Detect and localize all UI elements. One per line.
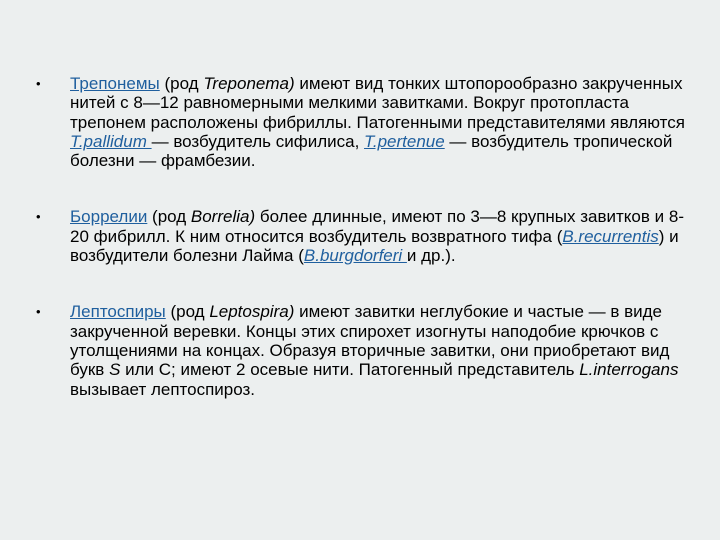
text-span: вызывает лептоспироз. <box>70 379 256 399</box>
bullet-item-borrelia <box>36 207 686 265</box>
genus-name: Treponema) <box>203 74 295 93</box>
link-treponema[interactable]: Трепонемы <box>70 74 160 93</box>
text-span: имеют завитки неглубокие и частые — в виде закрученной веревки. Концы этих спирохет изогнуты наподобие крючков с утолщениями на концах. Образуя вторичные завитки, они приобретают вид букв <box>70 302 670 380</box>
link-t-pallidum[interactable]: T.pallidum <box>70 131 152 151</box>
text-span: более длинные, имеют по 3—8 крупных завитков и 8-20 фибрилл. К ним относится возбудитель возвратного тифа ( <box>70 207 684 246</box>
bullet-list <box>36 74 686 399</box>
link-leptospira[interactable]: Лептоспиры <box>70 302 166 322</box>
bullet-item-leptospira <box>36 302 686 398</box>
text-span: — возбудитель сифилиса, <box>151 131 365 151</box>
text-span: (род <box>165 302 210 322</box>
text-span: или С; имеют 2 осевые нити. Патогенный представитель <box>120 360 580 380</box>
text-span: имеют вид тонких штопорообразно закрученных нитей с 8—12 равномерными мелкими завитками. Вокруг протопласта трепонем расположены фибриллы. Патогенными представителями являются <box>70 74 685 132</box>
text-span: (род <box>147 207 191 227</box>
bullet-item-treponema <box>36 74 686 170</box>
link-b-burgdorferi[interactable]: B.burgdorferi <box>303 246 407 266</box>
text-span: (род <box>159 74 204 93</box>
link-b-recurrentis[interactable]: B.recurrentis <box>562 226 659 246</box>
genus-name: Borrelia) <box>190 207 256 227</box>
genus-name: Leptospira) <box>209 302 295 322</box>
bullet-icon: • <box>36 209 41 225</box>
letter-s: S <box>109 360 121 380</box>
bullet-icon: • <box>36 304 41 320</box>
text-span: — возбудитель тропической болезни — фрамбезии. <box>70 131 673 171</box>
bullet-icon: • <box>36 76 41 91</box>
text-span: ) и возбудители болезни Лайма ( <box>70 226 679 266</box>
link-borrelia[interactable]: Боррелии <box>70 207 148 227</box>
text-span: и др.). <box>406 246 456 266</box>
species-name: L.interrogans <box>579 360 679 380</box>
link-t-pertenue[interactable]: T.pertenue <box>364 131 445 151</box>
